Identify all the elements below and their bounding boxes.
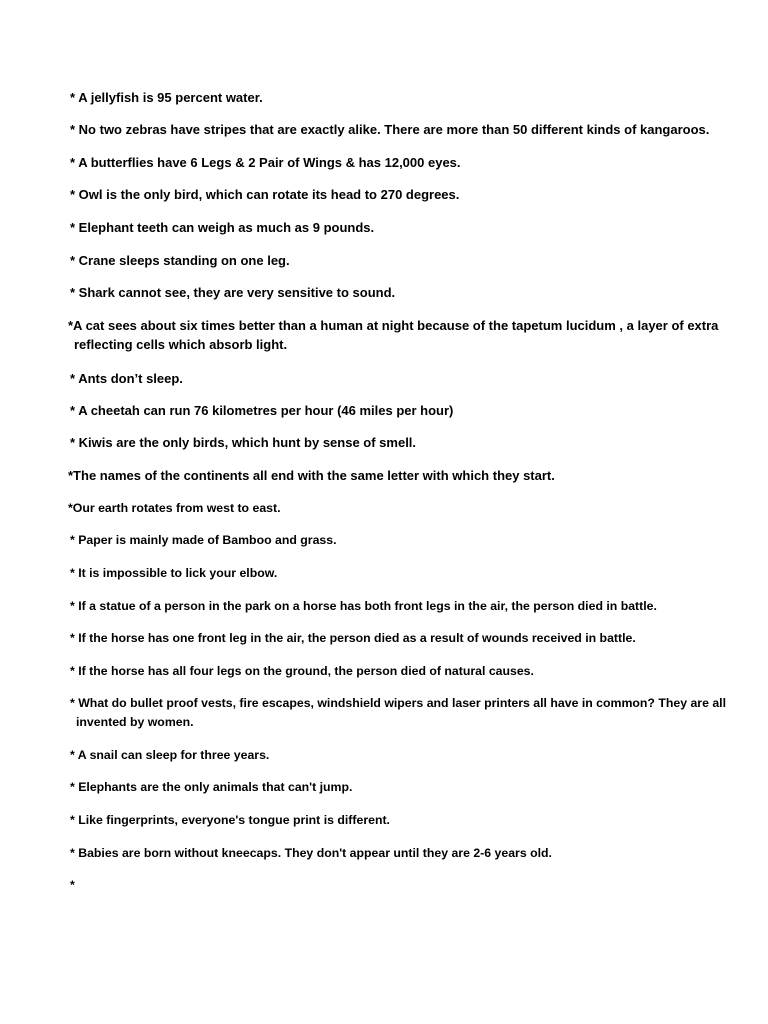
fact-shark: * Shark cannot see, they are very sensitive to sound. <box>70 285 396 300</box>
fact-ants: * Ants don’t sleep. <box>70 371 183 386</box>
fact-earth-rotation: *Our earth rotates from west to east. <box>68 501 281 515</box>
fact-zebras-kangaroos: * No two zebras have stripes that are exactly alike. There are more than 50 different kinds of kangaroos. <box>70 122 710 137</box>
fact-continents: *The names of the continents all end with the same letter with which they start. <box>68 468 555 483</box>
fact-invented-by-women <box>70 694 760 732</box>
fact-empty-bullet: * <box>70 878 75 892</box>
fact-elephants-jump: * Elephants are the only animals that can't jump. <box>70 780 353 794</box>
fact-paper: * Paper is mainly made of Bamboo and grass. <box>70 533 337 547</box>
fact-tongue-print: * Like fingerprints, everyone's tongue print is different. <box>70 813 390 827</box>
fact-kiwis: * Kiwis are the only birds, which hunt by sense of smell. <box>70 435 417 450</box>
fact-statue-four-legs: * If the horse has all four legs on the ground, the person died of natural causes. <box>70 664 534 678</box>
fact-kneecaps: * Babies are born without kneecaps. They don't appear until they are 2-6 years old. <box>70 846 552 860</box>
fact-owl: * Owl is the only bird, which can rotate its head to 270 degrees. <box>70 187 460 202</box>
fact-crane: * Crane sleeps standing on one leg. <box>70 253 290 268</box>
fact-invented-line2: invented by women. <box>76 715 194 729</box>
fact-snail: * A snail can sleep for three years. <box>70 748 270 762</box>
fact-elephant-teeth: * Elephant teeth can weigh as much as 9 pounds. <box>70 220 375 235</box>
fact-cheetah: * A cheetah can run 76 kilometres per hour (46 miles per hour) <box>70 403 454 418</box>
fact-elbow: * It is impossible to lick your elbow. <box>70 566 278 580</box>
fact-statue-both-legs: * If a statue of a person in the park on a horse has both front legs in the air, the person died in battle. <box>70 599 657 613</box>
fact-butterflies: * A butterflies have 6 Legs & 2 Pair of Wings & has 12,000 eyes. <box>70 155 461 170</box>
fact-cat <box>68 316 758 354</box>
fact-cat-line1: *A cat sees about six times better than a human at night because of the tapetum lucidum , a layer of extra <box>68 318 719 333</box>
fact-invented-line1: * What do bullet proof vests, fire escapes, windshield wipers and laser printers all have in common? They are all <box>70 696 727 710</box>
fact-jellyfish: * A jellyfish is 95 percent water. <box>70 90 263 105</box>
fact-statue-one-leg: * If the horse has one front leg in the air, the person died as a result of wounds received in battle. <box>70 631 636 645</box>
fact-cat-line2: reflecting cells which absorb light. <box>74 337 288 352</box>
